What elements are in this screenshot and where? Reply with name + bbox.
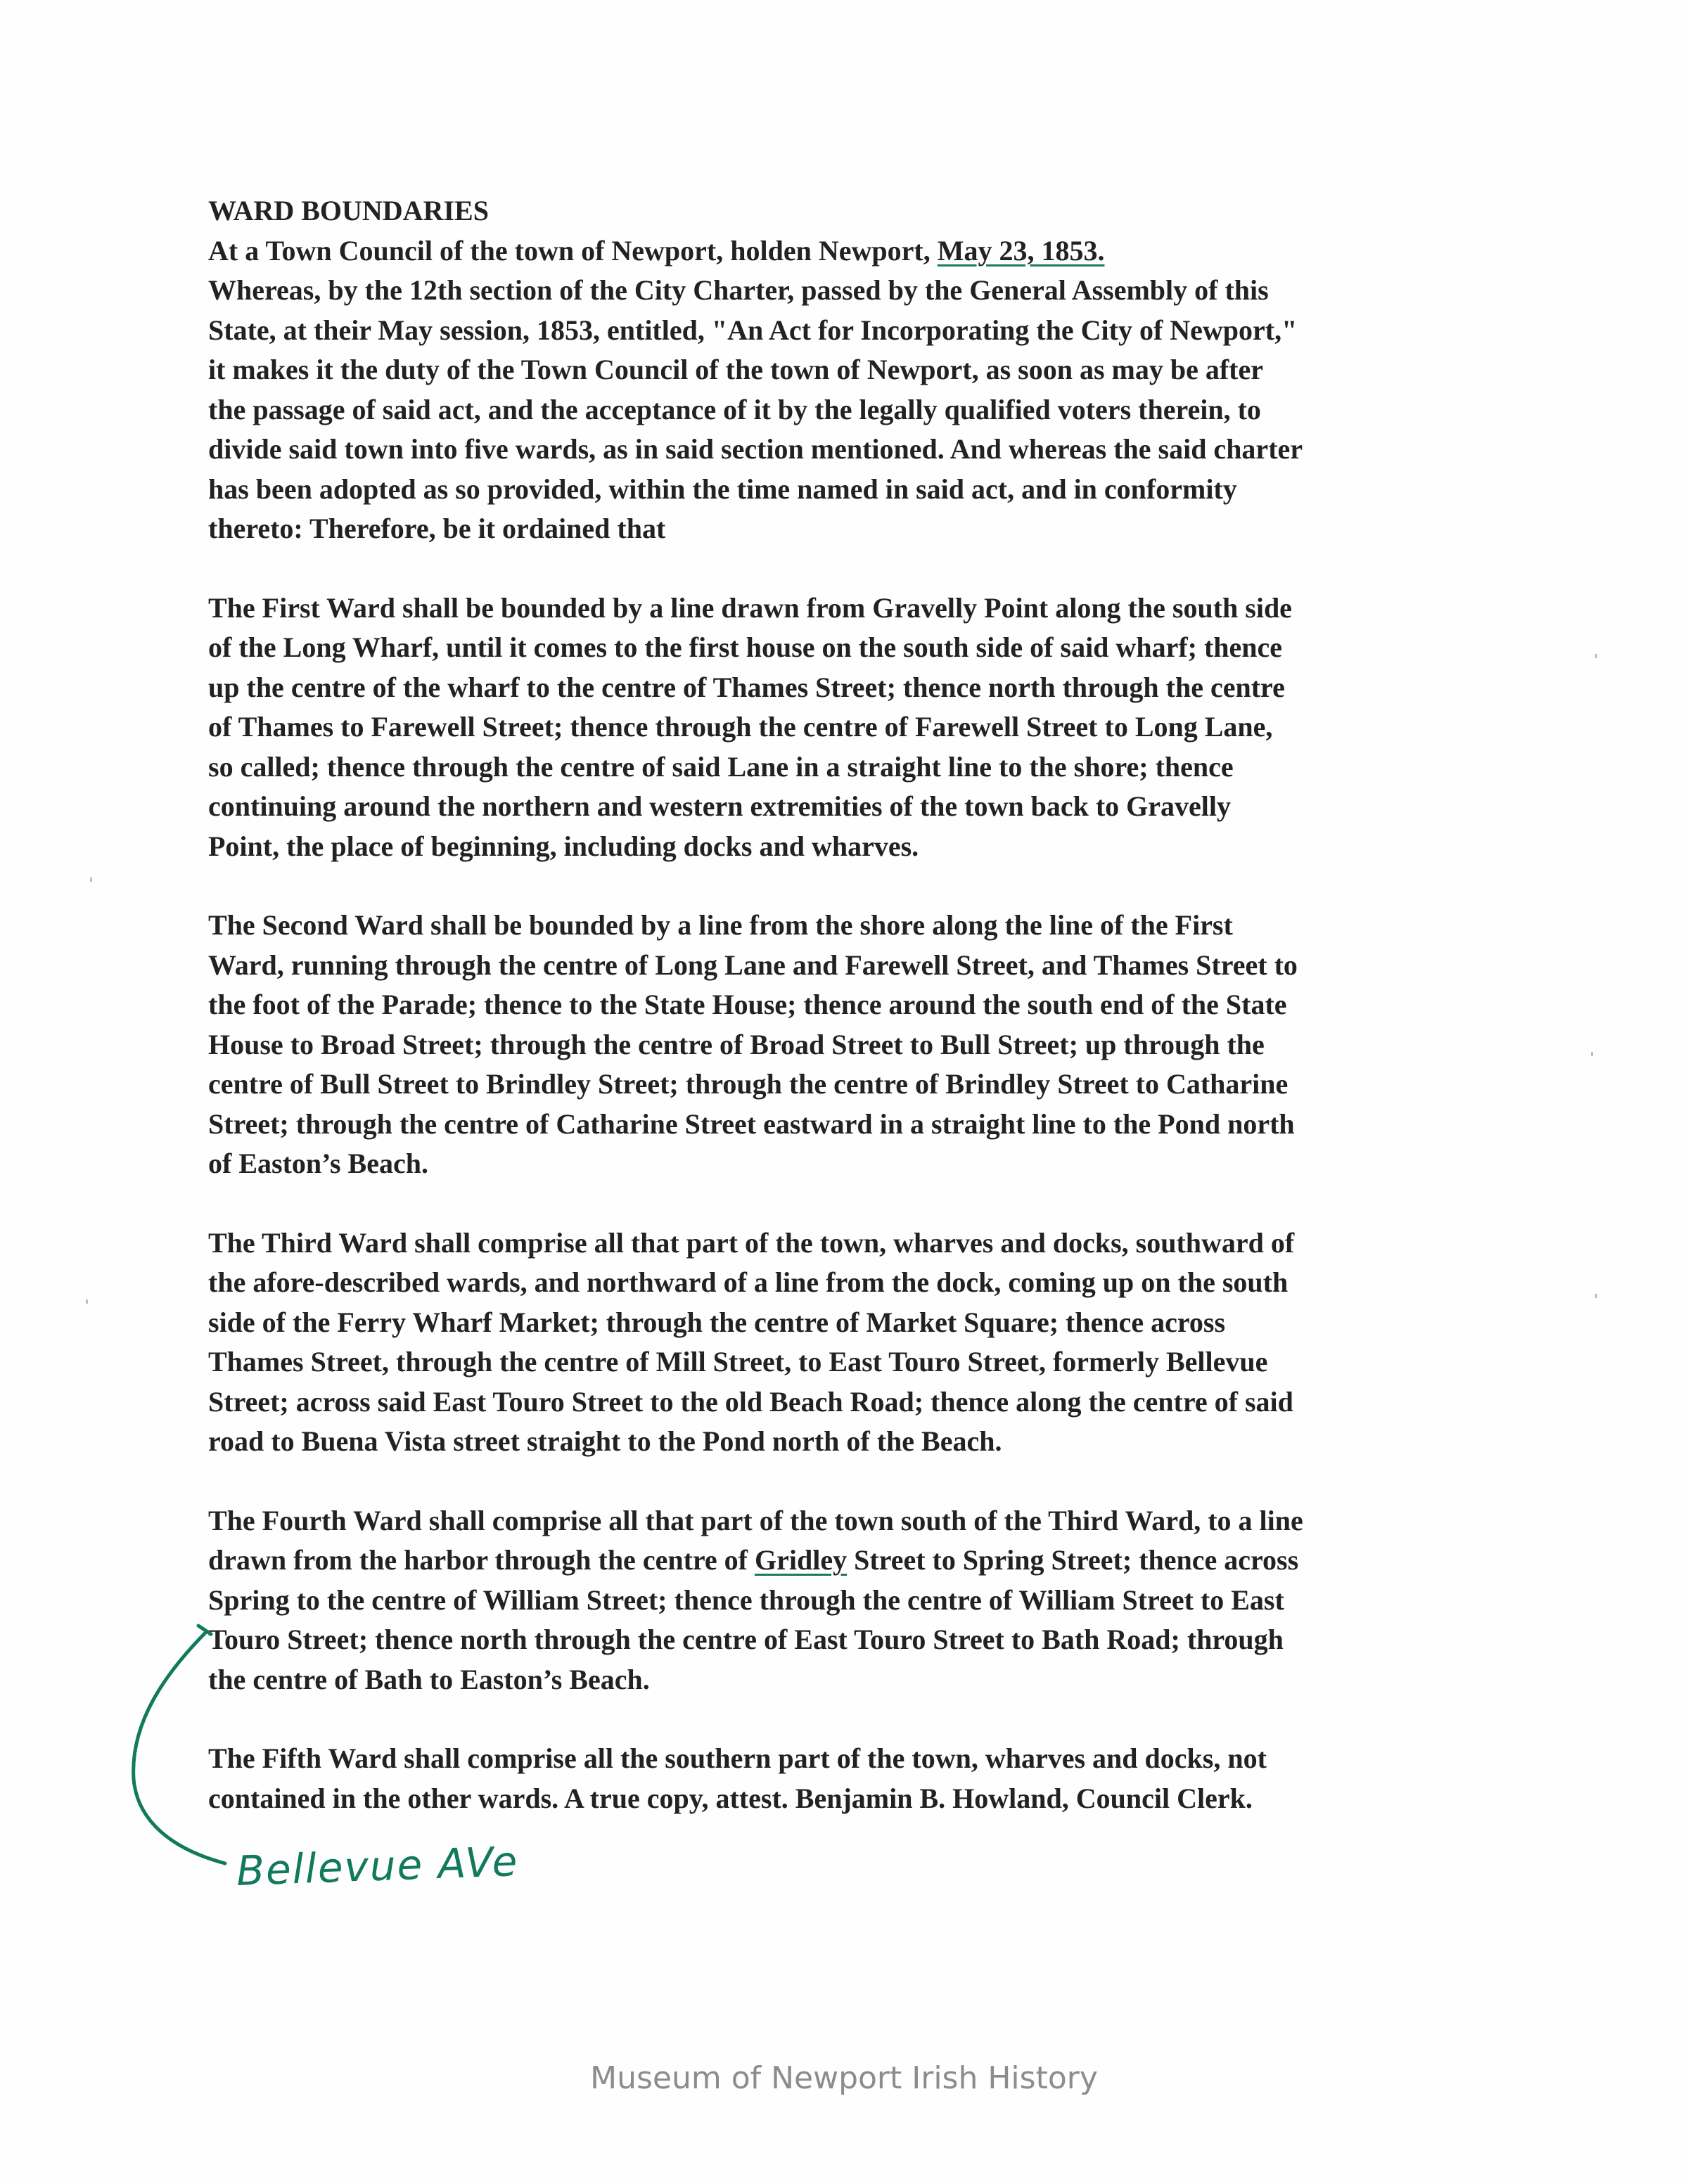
fourth-ward-line-2: drawn from the harbor through the centre of Gridley Street to Spring Street; thence across: [208, 1544, 1299, 1576]
intro-text: At a Town Council of the town of Newport, holden Newport,: [208, 234, 938, 266]
scan-speck: [1595, 1294, 1597, 1298]
scan-speck: [86, 1299, 88, 1304]
footer-watermark: Museum of Newport Irish History: [590, 2060, 1098, 2096]
intro-date: May 23, 1853.: [937, 234, 1105, 266]
third-ward-paragraph: The Third Ward shall comprise all that part of the town, wharves and docks, southward of the afore-described wards, and northward of a line from the dock, coming up on the south side of the Ferry Wharf Market; through the centre of Market Square; thence across Thames Street, through the centre of Mill Street, to East Touro Street, formerly Bellevue Street; across said East Touro Street to the old Beach Road; thence along the centre of said road to Buena Vista street straight to the Pond north of the Beach.: [208, 1226, 1295, 1457]
second-ward-paragraph: The Second Ward shall be bounded by a line from the shore along the line of the First Ward, running through the centre of Long Lane and Farewell Street, and Thames Street to the foot of the Parade; thence to the State House; thence around the south end of the State House to Broad Street; through the centre of Broad Street to Bull Street; up through the centre of Bull Street to Brindley Street; through the centre of Brindley Street to Catharine Street; through the centre of Catharine Street eastward in a straight line to the Pond north of Easton’s Beach.: [208, 909, 1298, 1179]
document-body: [208, 191, 1545, 1818]
first-ward-paragraph: The First Ward shall be bounded by a line drawn from Gravelly Point along the south side of the Long Wharf, until it comes to the first house on the south side of said wharf; thence up the centre of the wharf to the centre of Thames Street; thence north through the centre of Thames to Farewell Street; thence through the centre of Farewell Street to Long Lane, so called; thence through the centre of said Lane in a straight line to the shore; thence continuing around the northern and western extremities of the town back to Gravelly Point, the place of beginning, including docks and wharves.: [208, 591, 1292, 862]
scan-speck: [90, 878, 92, 882]
fifth-ward-paragraph: The Fifth Ward shall comprise all the southern part of the town, wharves and docks, not contained in the other wards. A true copy, attest. Benjamin B. Howland, Council Clerk.: [208, 1742, 1267, 1814]
scan-speck: [1595, 654, 1597, 658]
fourth-ward-line-1: The Fourth Ward shall comprise all that part of the town south of the Third Ward, to a line: [208, 1504, 1303, 1536]
preamble-paragraph: Whereas, by the 12th section of the City Charter, passed by the General Assembly of this State, at their May session, 1853, entitled, "An Act for Incorporating the City of Newport," it makes it the duty of the Town Council of the town of Newport, as soon as may be after the passage of said act, and the acceptance of it by the legally qualified voters therein, to divide said town into five wards, as in said section mentioned. And whereas the said charter has been adopted as so provided, within the time named in said act, and in conformity thereto: Therefore, be it ordained that: [208, 274, 1303, 544]
document-title: WARD BOUNDARIES: [208, 195, 489, 226]
gridley-word: Gridley: [755, 1544, 848, 1576]
fourth-ward-rest: Spring to the centre of William Street; thence through the centre of William Street to East Touro Street; thence north through the centre of East Touro Street to Bath Road; through the centre of Bath to Easton’s Beach.: [208, 1584, 1284, 1695]
intro-line: [208, 231, 1545, 271]
scan-speck: [1591, 1052, 1593, 1056]
fourth-ward-paragraph: [208, 1501, 1545, 1700]
handwritten-note: Bellevue AVe: [235, 1837, 520, 1895]
